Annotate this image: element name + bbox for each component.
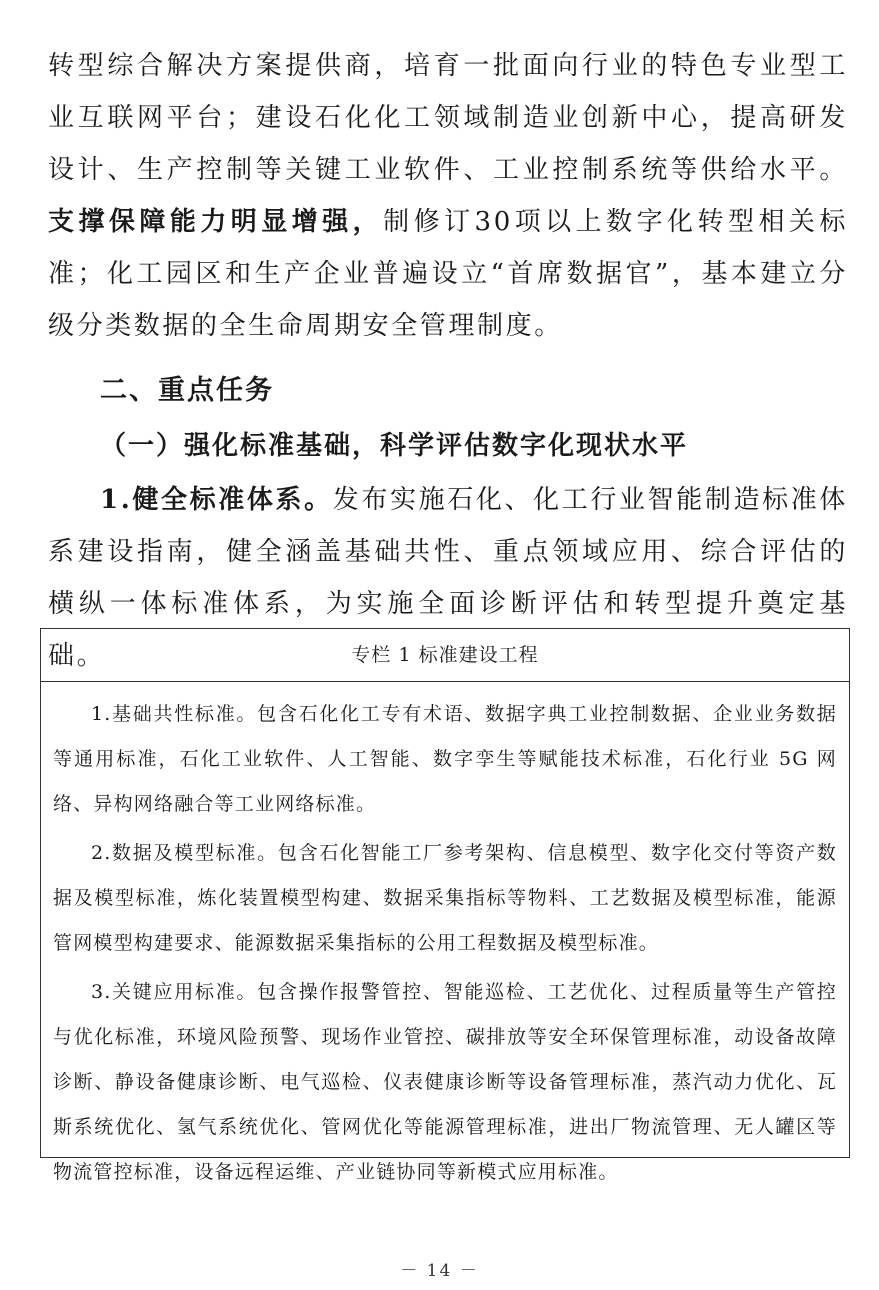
box-item: 3.关键应用标准。包含操作报警管控、智能巡检、工艺优化、过程质量等生产管控与优化标准，环境风险预警、现场作业管控、碳排放等安全环保管理标准，动设备故障诊断、静设备健康诊断、电气巡检、仪表健康诊断等设备管理标准，蒸汽动力优化、瓦斯系统优化、氢气系统优化、管网优化等能源管理标准，进出厂物流管理、无人罐区等物流管控标准，设备远程运维、产业链协同等新模式应用标准。 [53,981,837,1183]
subsection-heading: （一）强化标准基础，科学评估数字化现状水平 [100,431,689,461]
paragraph-text: 制修订30项以上数字化转型相关标准；化工园区和生产企业普遍设立“首席数据官”，基本建立分级分类数据的全生命周期安全管理制度。 [48,207,848,341]
column-box [40,628,850,1183]
paragraph-text: 发布实施石化、化工行业智能制造标准体系建设指南，健全涵盖基础共性、重点领域应用、综合评估的横纵一体标准体系，为实施全面诊断评估和转型提升奠定基础。 [48,485,848,671]
box-item: 1.基础共性标准。包含石化化工专有术语、数据字典工业控制数据、企业业务数据等通用标准，石化工业软件、人工智能、数字孪生等赋能技术标准，石化行业 5G 网络、异构网络融合等工业网络标准。 [53,703,837,815]
box-item: 2.数据及模型标准。包含石化智能工厂参考架构、信息模型、数字化交付等资产数据及模型标准，炼化装置模型构建、数据采集指标等物料、工艺数据及模型标准，能源管网模型构建要求、能源数据采集指标的公用工程数据及模型标准。 [53,842,837,954]
box-title: 专栏 1 标准建设工程 [41,629,849,682]
section-heading: 二、重点任务 [100,375,274,406]
paragraph-goals [48,40,848,352]
emphasis-text: 支撑保障能力明显增强， [48,207,384,237]
task-lead: 1.健全标准体系。 [100,485,333,515]
box-body [41,682,849,1195]
page-number: － 14 － [400,1261,479,1281]
paragraph-text: 转型综合解决方案提供商，培育一批面向行业的特色专业型工业互联网平台；建设石化化工领域制造业创新中心，提高研发设计、生产控制等关键工业软件、工业控制系统等供给水平。 [48,51,848,185]
